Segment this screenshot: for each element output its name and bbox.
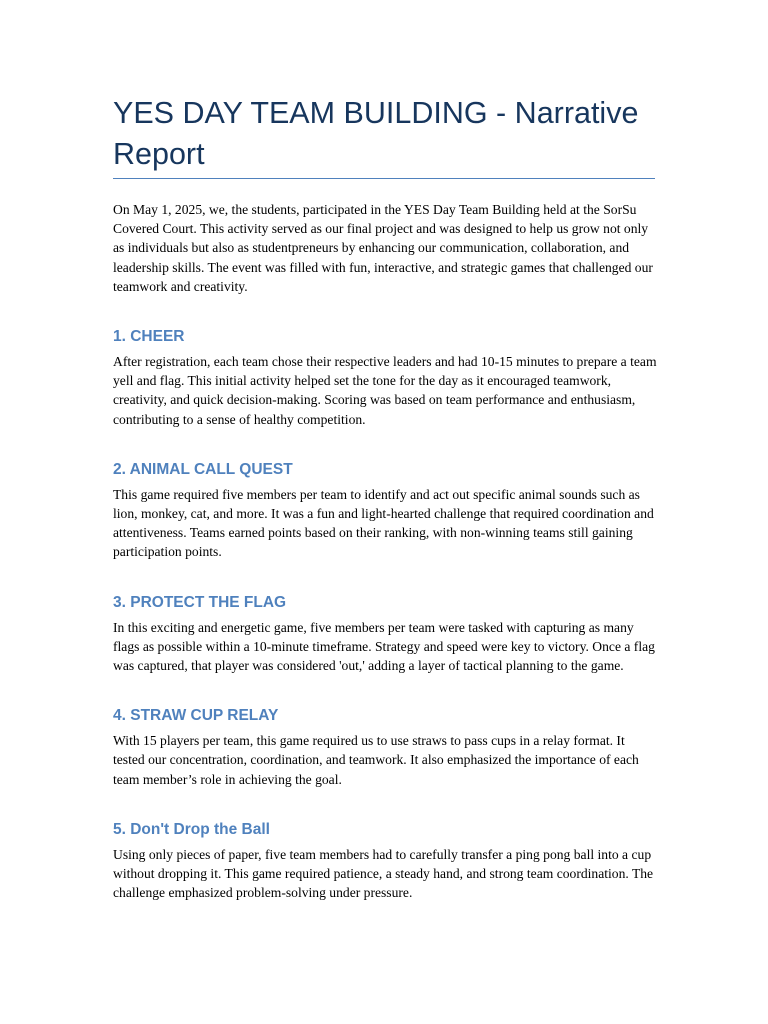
section-body: After registration, each team chose their respective leaders and had 10-15 minutes to prepare a team yell and flag. This initial activity helped set the tone for the day as it encouraged teamwork, creativity, and quick decision-making. Scoring was based on team performance and enthusiasm, contributing to a sense of healthy competition. bbox=[113, 354, 657, 427]
section-heading: 4. STRAW CUP RELAY bbox=[113, 707, 279, 725]
section-heading: 1. CHEER bbox=[113, 328, 185, 346]
section-body: With 15 players per team, this game required us to use straws to pass cups in a relay format. It tested our concentration, coordination, and teamwork. It also emphasized the importance of each team member’s role in achieving the goal. bbox=[113, 733, 639, 787]
section-cheer bbox=[113, 327, 657, 429]
section-body: In this exciting and energetic game, five members per team were tasked with capturing as many flags as possible within a 10-minute timeframe. Strategy and speed were key to victory. Once a flag was captured, that player was considered 'out,' adding a layer of tactical planning to the game. bbox=[113, 619, 655, 674]
section-heading: 2. ANIMAL CALL QUEST bbox=[113, 460, 293, 478]
section-body: Using only pieces of paper, five team members had to carefully transfer a ping pong ball into a cup without dropping it. This game required patience, a steady hand, and strong team coordination. The challenge emphasized problem-solving under pressure. bbox=[113, 846, 654, 901]
section-protect-the-flag bbox=[113, 593, 657, 676]
document-title: YES DAY TEAM BUILDING - Narrative Report bbox=[113, 96, 639, 171]
section-animal-call-quest bbox=[113, 460, 657, 562]
section-body: This game required five members per team to identify and act out specific animal sounds such as lion, monkey, cat, and more. It was a fun and light-hearted challenge that required coordination and attentiveness. Teams earned points based on their ranking, with non-winning teams still gaining participation points. bbox=[113, 486, 654, 560]
section-heading: 5. Don't Drop the Ball bbox=[113, 820, 270, 838]
section-dont-drop-the-ball bbox=[113, 820, 657, 903]
section-heading: 3. PROTECT THE FLAG bbox=[113, 593, 287, 611]
intro-paragraph: On May 1, 2025, we, the students, participated in the YES Day Team Building held at the SorSu Covered Court. This activity served as our final project and was designed to help us grow not only as individuals but also as studentpreneurs by enhancing our communication, collaboration, and leadership skills. The event was filled with fun, interactive, and strategic games that challenged our teamwork and creativity. bbox=[113, 202, 653, 294]
title-underline-rule bbox=[113, 178, 655, 179]
section-straw-cup-relay bbox=[113, 706, 657, 789]
document-content bbox=[113, 93, 657, 902]
